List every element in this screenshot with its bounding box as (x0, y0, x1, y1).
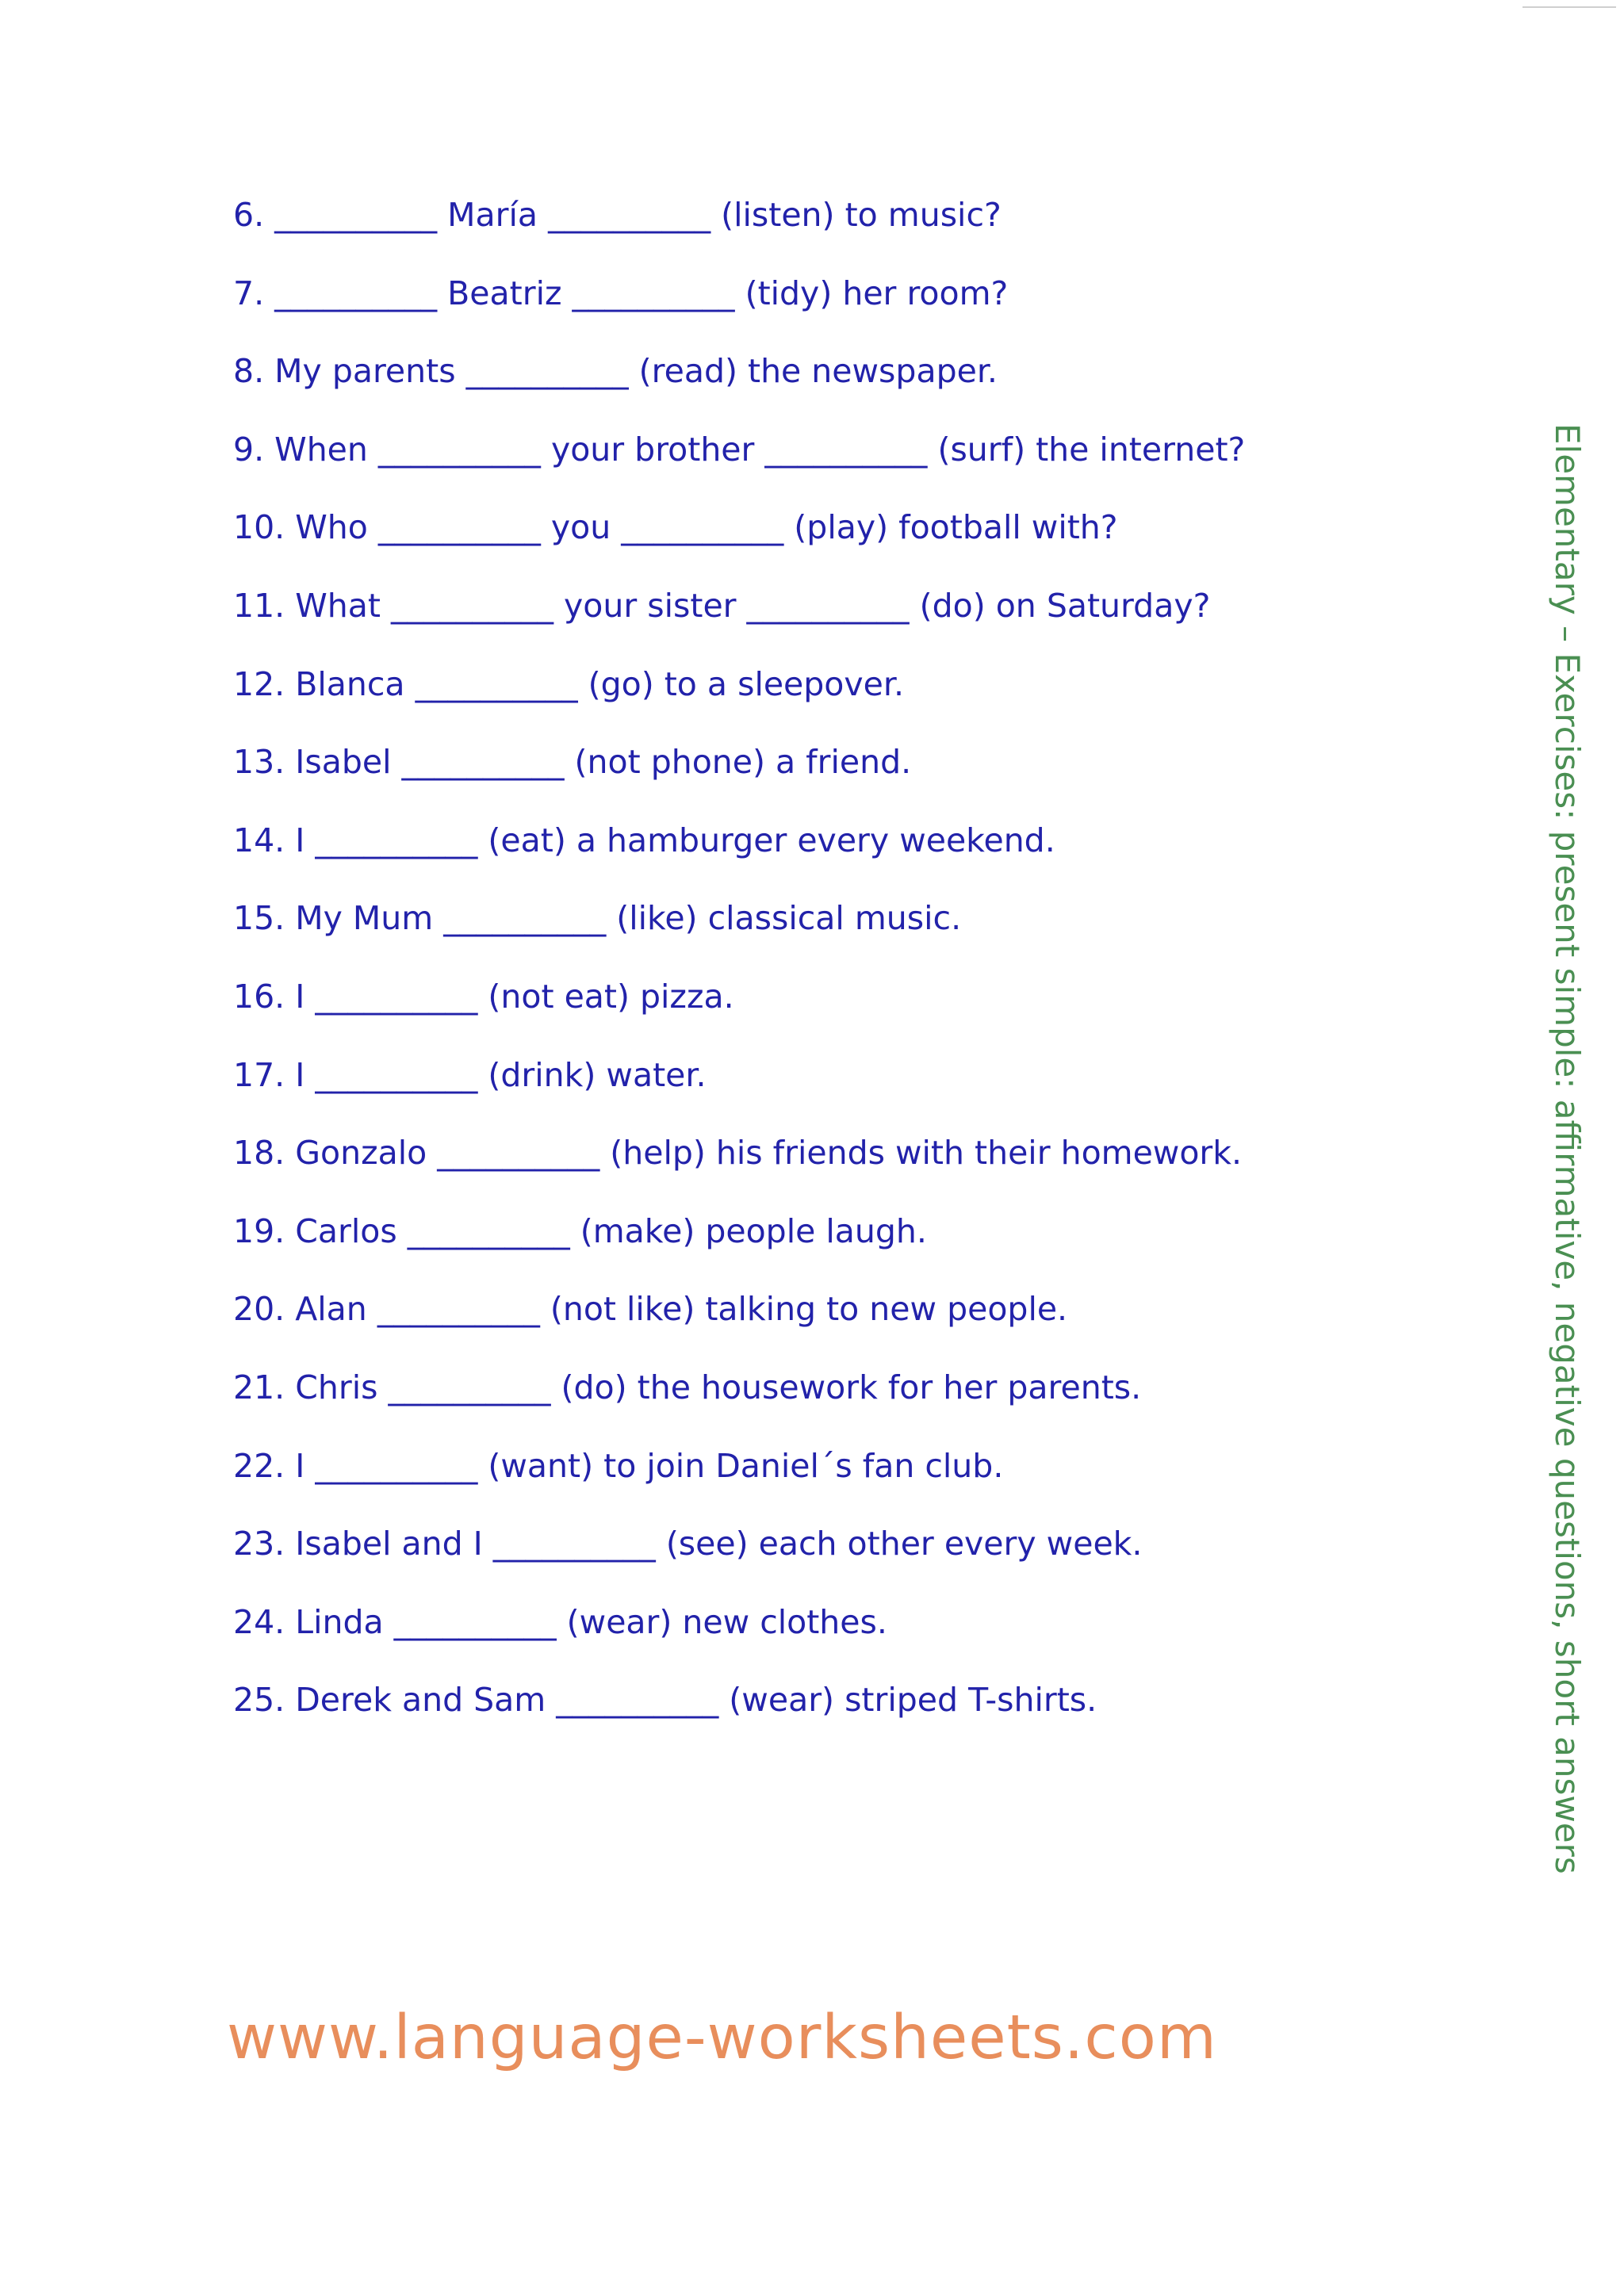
worksheet-side-title: Elementary – Exercises: present simple: affirmative, negative questions, short answers (1548, 423, 1587, 1874)
exercise-item: 10. Who __________ you __________ (play) football with? (233, 508, 1118, 547)
exercise-item: 14. I __________ (eat) a hamburger every weekend. (233, 821, 1055, 859)
exercise-item: 15. My Mum __________ (like) classical music. (233, 899, 962, 938)
exercise-item: 11. What __________ your sister __________ (do) on Saturday? (233, 586, 1211, 625)
exercise-list (233, 189, 1423, 1752)
exercise-item: 8. My parents __________ (read) the newspaper. (233, 352, 998, 391)
website-url: www.language-worksheets.com (227, 2003, 1217, 2073)
exercise-item: 12. Blanca __________ (go) to a sleepover. (233, 664, 905, 703)
exercise-item: 24. Linda __________ (wear) new clothes. (233, 1602, 887, 1641)
exercise-item: 18. Gonzalo __________ (help) his friends with their homework. (233, 1134, 1243, 1173)
exercise-item: 9. When __________ your brother __________ (surf) the internet? (233, 430, 1246, 469)
exercise-item: 6. __________ María __________ (listen) to music? (233, 196, 1002, 234)
exercise-item: 19. Carlos __________ (make) people laugh. (233, 1211, 927, 1250)
exercise-item: 21. Chris __________ (do) the housework for her parents. (233, 1368, 1142, 1406)
exercise-item: 16. I __________ (not eat) pizza. (233, 977, 734, 1016)
exercise-item: 7. __________ Beatriz __________ (tidy) her room? (233, 274, 1009, 312)
exercise-item: 25. Derek and Sam __________ (wear) striped T-shirts. (233, 1681, 1097, 1720)
exercise-item: 13. Isabel __________ (not phone) a friend. (233, 743, 912, 782)
page-corner-rule (1522, 6, 1616, 8)
exercise-item: 22. I __________ (want) to join Daniel´s fan club. (233, 1446, 1004, 1485)
exercise-item: 17. I __________ (drink) water. (233, 1055, 707, 1094)
exercise-item: 20. Alan __________ (not like) talking to new people. (233, 1290, 1068, 1329)
exercise-item: 23. Isabel and I __________ (see) each other every week. (233, 1525, 1143, 1563)
